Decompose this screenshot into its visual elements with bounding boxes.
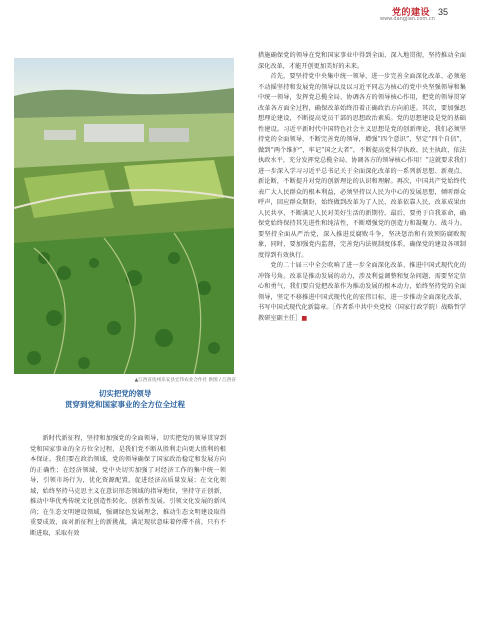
- photo-caption: ▲江西省抚州乐安县宏伟农业合作社 供图 / 江西省: [134, 378, 236, 383]
- farmland-illustration: [14, 58, 234, 374]
- right-paragraph-continuation: 措施确保党的领导在党和国家事业中得到全面、深入地贯彻，坚持推动全面深化改革，才能开创更加美好的未来。: [258, 52, 466, 70]
- end-mark-icon: ■: [301, 314, 308, 322]
- page-header: [0, 0, 485, 24]
- magazine-logo: 党的建设: [392, 8, 431, 18]
- section-title: [14, 388, 236, 410]
- right-paragraph-final-text: 党的二十届三中全会吹响了进一步全面深化改革、推进中国式现代化的冲锋号角。改革是推动发展的动力，涉及利益调整和复杂问题，需要坚定信心和勇气，我们要自觉把改革作为推动发展的根本动力，始终坚持党的全面领导，坚定不移推进中国式现代化的宏伟目标，进一步推动全面深化改革，书写中国式现代化新篇章。［作者系中共中央党校（国家行政学院）战略哲学教研室副主任］: [258, 262, 466, 322]
- right-text-column: [258, 51, 466, 324]
- magazine-url: www.dangjian.com.cn: [380, 16, 435, 22]
- section-title-line-2: 贯穿到党和国家事业的全方位全过程: [65, 400, 185, 409]
- aerial-farmland-photo: [14, 58, 234, 374]
- right-paragraph: 首先，要坚持党中央集中统一领导，进一步完善全面深化改革、必须毫不动摇坚持和发展党的领导以及以习近平同志为核心的党中央坚强领导和集中统一领导，发挥党总揽全局、协调各方的领导核心作用，把党的领导贯穿改革各方面全过程，确保改革始终沿着正确政治方向前进。其次，要加强思想理论建设，不断提高党员干部的思想政治素质。党的思想建设是党的基础性建设。习近平新时代中国特色社会主义思想是党的创新理论，我们必须坚持党的全面领导，不断完善党的领导，增强“四个意识”，坚定“四个自信”，做到“两个维护”，牢记“国之大者”，不断提高党科学执政、民主执政、依法执政水平，充分发挥党总揽全局、协调各方的领导核心作用！”这就要求我们进一步深入学习习近平总书记关于全面深化改革的一系列新思想、新观点、新论断，不断提升对党的创新理论的认识和理解。再次，中国共产党始终代表广大人民群众的根本利益，必须坚持以人民为中心的发展思想，倾听群众呼声，回应群众期盼，始终做到改革为了人民、改革依靠人民、改革成果由人民共享，不断满足人民对美好生活的新期待。最后，要勇于自我革命，确保党始终保持其先进性和纯洁性，不断增强党的创造力和凝聚力、战斗力。要坚持全面从严治党，深入推进反腐败斗争，坚决惩治和有效预防腐败现象，同时，要加强党内监督，完善党内法规制度体系，确保党的建设各项制度得到有效执行。: [258, 73, 466, 259]
- section-title-line-1: 切实把党的领导: [98, 389, 152, 398]
- left-paragraph: 新时代新征程，坚持和加强党的全面领导，切实把党的领导贯穿到党和国家事业的全方位全过程，是我们党不断从胜利走向更大胜利的根本保证。我们要在政治领域，党的领导确保了国家政治稳定和发展方向的正确性；在经济领域，党中央切实加强了对经济工作的集中统一领导，引领市场行为，优化资源配置，促进经济高质量发展；在文化领域，始终坚持马克思主义在意识形态领域的指导地位，坚持守正创新，推动中华优秀传统文化创造性转化、创新性发展。引领文化发展的新风尚；在生态文明建设领域，强调绿色发展理念，推动生态文明建设取得重要成效，面对新征程上的新挑战，满足现状意味着停滞不前，只有不断进取，采取有效: [30, 435, 226, 537]
- right-paragraph-final: [258, 261, 466, 324]
- page-number: 35: [438, 7, 449, 17]
- left-text-column: [30, 434, 226, 539]
